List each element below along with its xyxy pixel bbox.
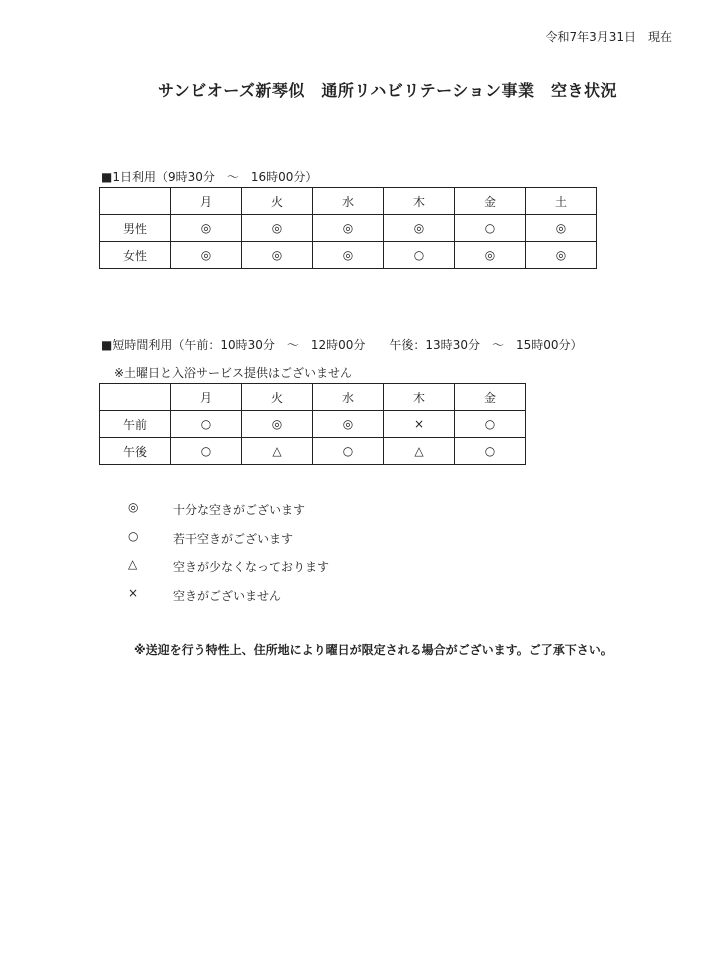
header-cell-sat: 土 xyxy=(526,188,597,215)
legend-symbol: ○ xyxy=(128,528,139,543)
availability-cell: ◎ xyxy=(384,215,455,242)
availability-cell: ◎ xyxy=(526,242,597,269)
legend-text: 十分な空きがございます xyxy=(173,503,306,517)
full-day-section-label: ■1日利用（9時30分 ～ 16時00分） xyxy=(101,170,318,184)
header-cell-fri: 金 xyxy=(455,188,526,215)
legend-item xyxy=(128,500,329,529)
short-time-section-label: ■短時間利用（午前：10時30分 ～ 12時00分 午後：13時30分 ～ 15時00分） xyxy=(101,338,583,352)
header-cell-wed: 水 xyxy=(313,188,384,215)
legend-text: 若干空きがございます xyxy=(173,531,294,546)
header-cell-blank xyxy=(100,384,171,411)
table-header-row xyxy=(100,384,526,411)
legend-symbol: ◎ xyxy=(128,500,139,514)
availability-cell: ◎ xyxy=(171,242,242,269)
availability-cell: ◎ xyxy=(242,411,313,438)
header-cell-tue: 火 xyxy=(242,384,313,411)
short-time-availability-table xyxy=(99,383,526,465)
header-cell-fri: 金 xyxy=(455,384,526,411)
header-cell-blank xyxy=(100,188,171,215)
availability-cell: △ xyxy=(242,438,313,465)
availability-cell: ○ xyxy=(455,215,526,242)
header-cell-wed: 水 xyxy=(313,384,384,411)
availability-cell: ○ xyxy=(384,242,455,269)
page-title: サンビオーズ新琴似 通所リハビリテーション事業 空き状況 xyxy=(158,81,617,100)
availability-cell: ○ xyxy=(171,438,242,465)
availability-cell: ○ xyxy=(171,411,242,438)
availability-cell: ○ xyxy=(313,438,384,465)
legend-text: 空きがございません xyxy=(173,588,282,603)
document-date: 令和7年3月31日 現在 xyxy=(545,30,672,44)
availability-cell: ◎ xyxy=(242,215,313,242)
short-time-section-note: ※土曜日と入浴サービス提供はございません xyxy=(114,366,353,380)
full-day-availability-table xyxy=(99,187,597,269)
header-cell-mon: 月 xyxy=(171,384,242,411)
header-cell-mon: 月 xyxy=(171,188,242,215)
availability-cell: ○ xyxy=(455,411,526,438)
row-label: 午前 xyxy=(100,411,171,438)
header-cell-tue: 火 xyxy=(242,188,313,215)
header-cell-thu: 木 xyxy=(384,384,455,411)
availability-cell: ◎ xyxy=(526,215,597,242)
legend-symbol: △ xyxy=(128,557,138,572)
table-row-morning xyxy=(100,411,526,438)
legend-symbol: × xyxy=(128,585,139,600)
availability-cell: △ xyxy=(384,438,455,465)
row-label: 男性 xyxy=(100,215,171,242)
legend-item xyxy=(128,586,329,615)
availability-cell: ◎ xyxy=(313,215,384,242)
availability-cell: ◎ xyxy=(455,242,526,269)
legend-text: 空きが少なくなっております xyxy=(173,560,330,575)
availability-cell: ◎ xyxy=(313,411,384,438)
legend-item xyxy=(128,557,329,586)
table-row-female xyxy=(100,242,597,269)
availability-cell: ○ xyxy=(455,438,526,465)
table-header-row xyxy=(100,188,597,215)
availability-cell: × xyxy=(384,411,455,438)
availability-cell: ◎ xyxy=(313,242,384,269)
legend-item xyxy=(128,529,329,558)
availability-legend xyxy=(128,500,329,614)
table-row-afternoon xyxy=(100,438,526,465)
availability-cell: ◎ xyxy=(242,242,313,269)
row-label: 女性 xyxy=(100,242,171,269)
availability-cell: ◎ xyxy=(171,215,242,242)
row-label: 午後 xyxy=(100,438,171,465)
table-row-male xyxy=(100,215,597,242)
transport-notice: ※送迎を行う特性上、住所地により曜日が限定される場合がございます。ご了承下さい。 xyxy=(134,643,613,657)
header-cell-thu: 木 xyxy=(384,188,455,215)
